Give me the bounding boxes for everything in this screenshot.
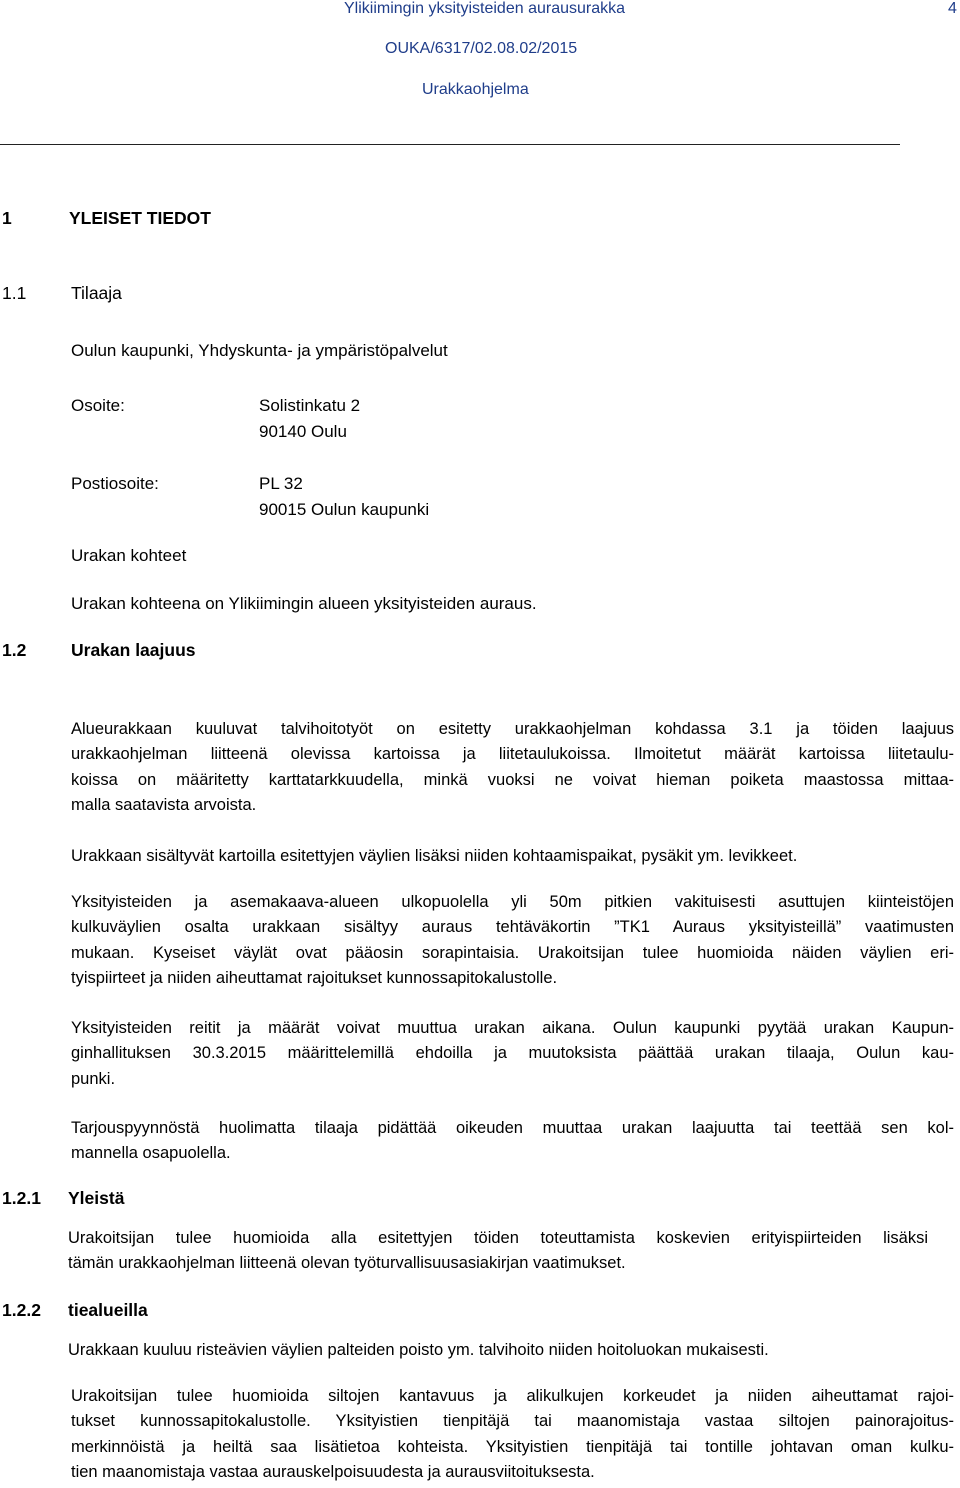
section-1-2-title: Urakan laajuus [71, 640, 196, 660]
yleista-paragraph-1 [68, 1226, 928, 1277]
laajuus-paragraph-4 [71, 1016, 954, 1092]
text-line: koissa on määritetty karttatarkkuudella, minkä vuoksi ne voivat hieman poiketa maastossa mittaa- [71, 770, 954, 789]
postal-line-1: PL 32 [259, 474, 303, 493]
text-line: Urakoitsijan tulee huomioida alla esitettyjen töiden toteuttamista koskevien erityispiirteiden lisäksi [68, 1229, 928, 1247]
header-ref-code: OUKA/6317/02.08.02/2015 [385, 40, 578, 57]
text-line: merkinnöistä ja heiltä saa lisätietoa kohteista. Yksityistien tienpitäjä tai tontille johtavan oman kulku- [71, 1437, 954, 1456]
text-line: mannella osapuolella. [71, 1144, 231, 1163]
text-line: Urakoitsijan tulee huomioida siltojen kantavuus ja alikulkujen korkeudet ja niiden aiheuttamat rajoi- [71, 1387, 954, 1405]
header-doc-title: Ylikiimingin yksityisteiden aurausurakka [344, 0, 626, 17]
text-line: kulkuväylien osalta urakkaan sisältyy auraus tehtäväkortin ”TK1 Auraus yksityisteillä” vaatimusten [71, 918, 954, 937]
text-line: Urakkaan kuuluu risteävien väylien palteiden poisto ym. talvihoito niiden hoitoluokan mukaisesti. [68, 1341, 769, 1359]
section-1-2-number: 1.2 [2, 640, 27, 660]
address-line-1: Solistinkatu 2 [259, 396, 361, 415]
targets-text: Urakan kohteena on Ylikiimingin alueen yksityisteiden auraus. [71, 594, 537, 613]
laajuus-paragraph-5 [71, 1116, 954, 1167]
tiealueilla-paragraph-1 [68, 1338, 948, 1363]
tiealueilla-paragraph-2 [71, 1384, 954, 1486]
text-line: tien maanomistaja vastaa aurauskelpoisuudesta ja aurausviitoituksesta. [71, 1463, 595, 1482]
text-line: Yksityisteiden reitit ja määrät voivat muuttua urakan aikana. Oulun kaupunki pyytää urakan Kaupun- [71, 1019, 954, 1037]
header-page-number: 4 [948, 0, 957, 17]
address-line-2: 90140 Oulu [259, 422, 347, 441]
laajuus-paragraph-2 [71, 844, 954, 869]
text-line: urakkaohjelman liitteenä olevissa kartoissa ja liitetaulukoissa. Ilmoitetut määrät kartoissa liitetaulu- [71, 745, 954, 764]
laajuus-paragraph-3 [71, 890, 954, 992]
section-1-title: YLEISET TIEDOT [69, 208, 211, 228]
section-1-2-2-number: 1.2.2 [2, 1300, 41, 1320]
section-1-2-1-title: Yleistä [68, 1188, 125, 1208]
text-line: Urakkaan sisältyvät kartoilla esitettyjen väylien lisäksi niiden kohtaamispaikat, pysäkit ym. levikkeet. [71, 847, 798, 865]
text-line: punki. [71, 1069, 116, 1088]
section-1-number: 1 [2, 208, 12, 228]
text-line: tämän urakkaohjelman liitteenä olevan työturvallisuusasiakirjan vaatimukset. [68, 1254, 626, 1273]
section-1-2-2-title: tiealueilla [68, 1300, 148, 1320]
section-1-1-title: Tilaaja [71, 283, 122, 303]
postal-line-2: 90015 Oulun kaupunki [259, 500, 430, 519]
header-divider [0, 144, 900, 145]
targets-heading: Urakan kohteet [71, 546, 187, 565]
client-name: Oulun kaupunki, Yhdyskunta- ja ympäristöpalvelut [71, 341, 448, 360]
text-line: Alueurakkaan kuuluvat talvihoitotyöt on esitetty urakkaohjelman kohdassa 3.1 ja töiden laajuus [71, 720, 954, 738]
address-label: Osoite: [71, 396, 125, 415]
text-line: Tarjouspyynnöstä huolimatta tilaaja pidättää oikeuden muuttaa urakan laajuutta tai teettää sen kol- [71, 1119, 954, 1137]
section-1-2-1-number: 1.2.1 [2, 1188, 41, 1208]
header-doc-type: Urakkaohjelma [422, 81, 529, 98]
text-line: ginhallituksen 30.3.2015 määrittelemillä ehdoilla ja muutoksista päättää urakan tilaaja, Oulun kau- [71, 1044, 954, 1063]
text-line: malla saatavista arvoista. [71, 796, 257, 815]
text-line: mukaan. Kyseiset väylät ovat pääosin sorapintaisia. Urakoitsijan tulee huomioida näiden väylien eri- [71, 943, 954, 962]
postal-label: Postiosoite: [71, 474, 159, 493]
text-line: tukset kunnossapitokalustolle. Yksityistien tienpitäjä tai maanomistaja vastaa siltojen painorajoitus- [71, 1412, 954, 1431]
section-1-1-number: 1.1 [2, 283, 27, 303]
text-line: tyispiirteet ja niiden aiheuttamat rajoitukset kunnossapitokalustolle. [71, 969, 558, 988]
text-line: Yksityisteiden ja asemakaava-alueen ulkopuolella yli 50m pitkien vakituisesti asuttujen kiinteistöjen [71, 893, 954, 911]
laajuus-paragraph-1 [71, 717, 954, 819]
